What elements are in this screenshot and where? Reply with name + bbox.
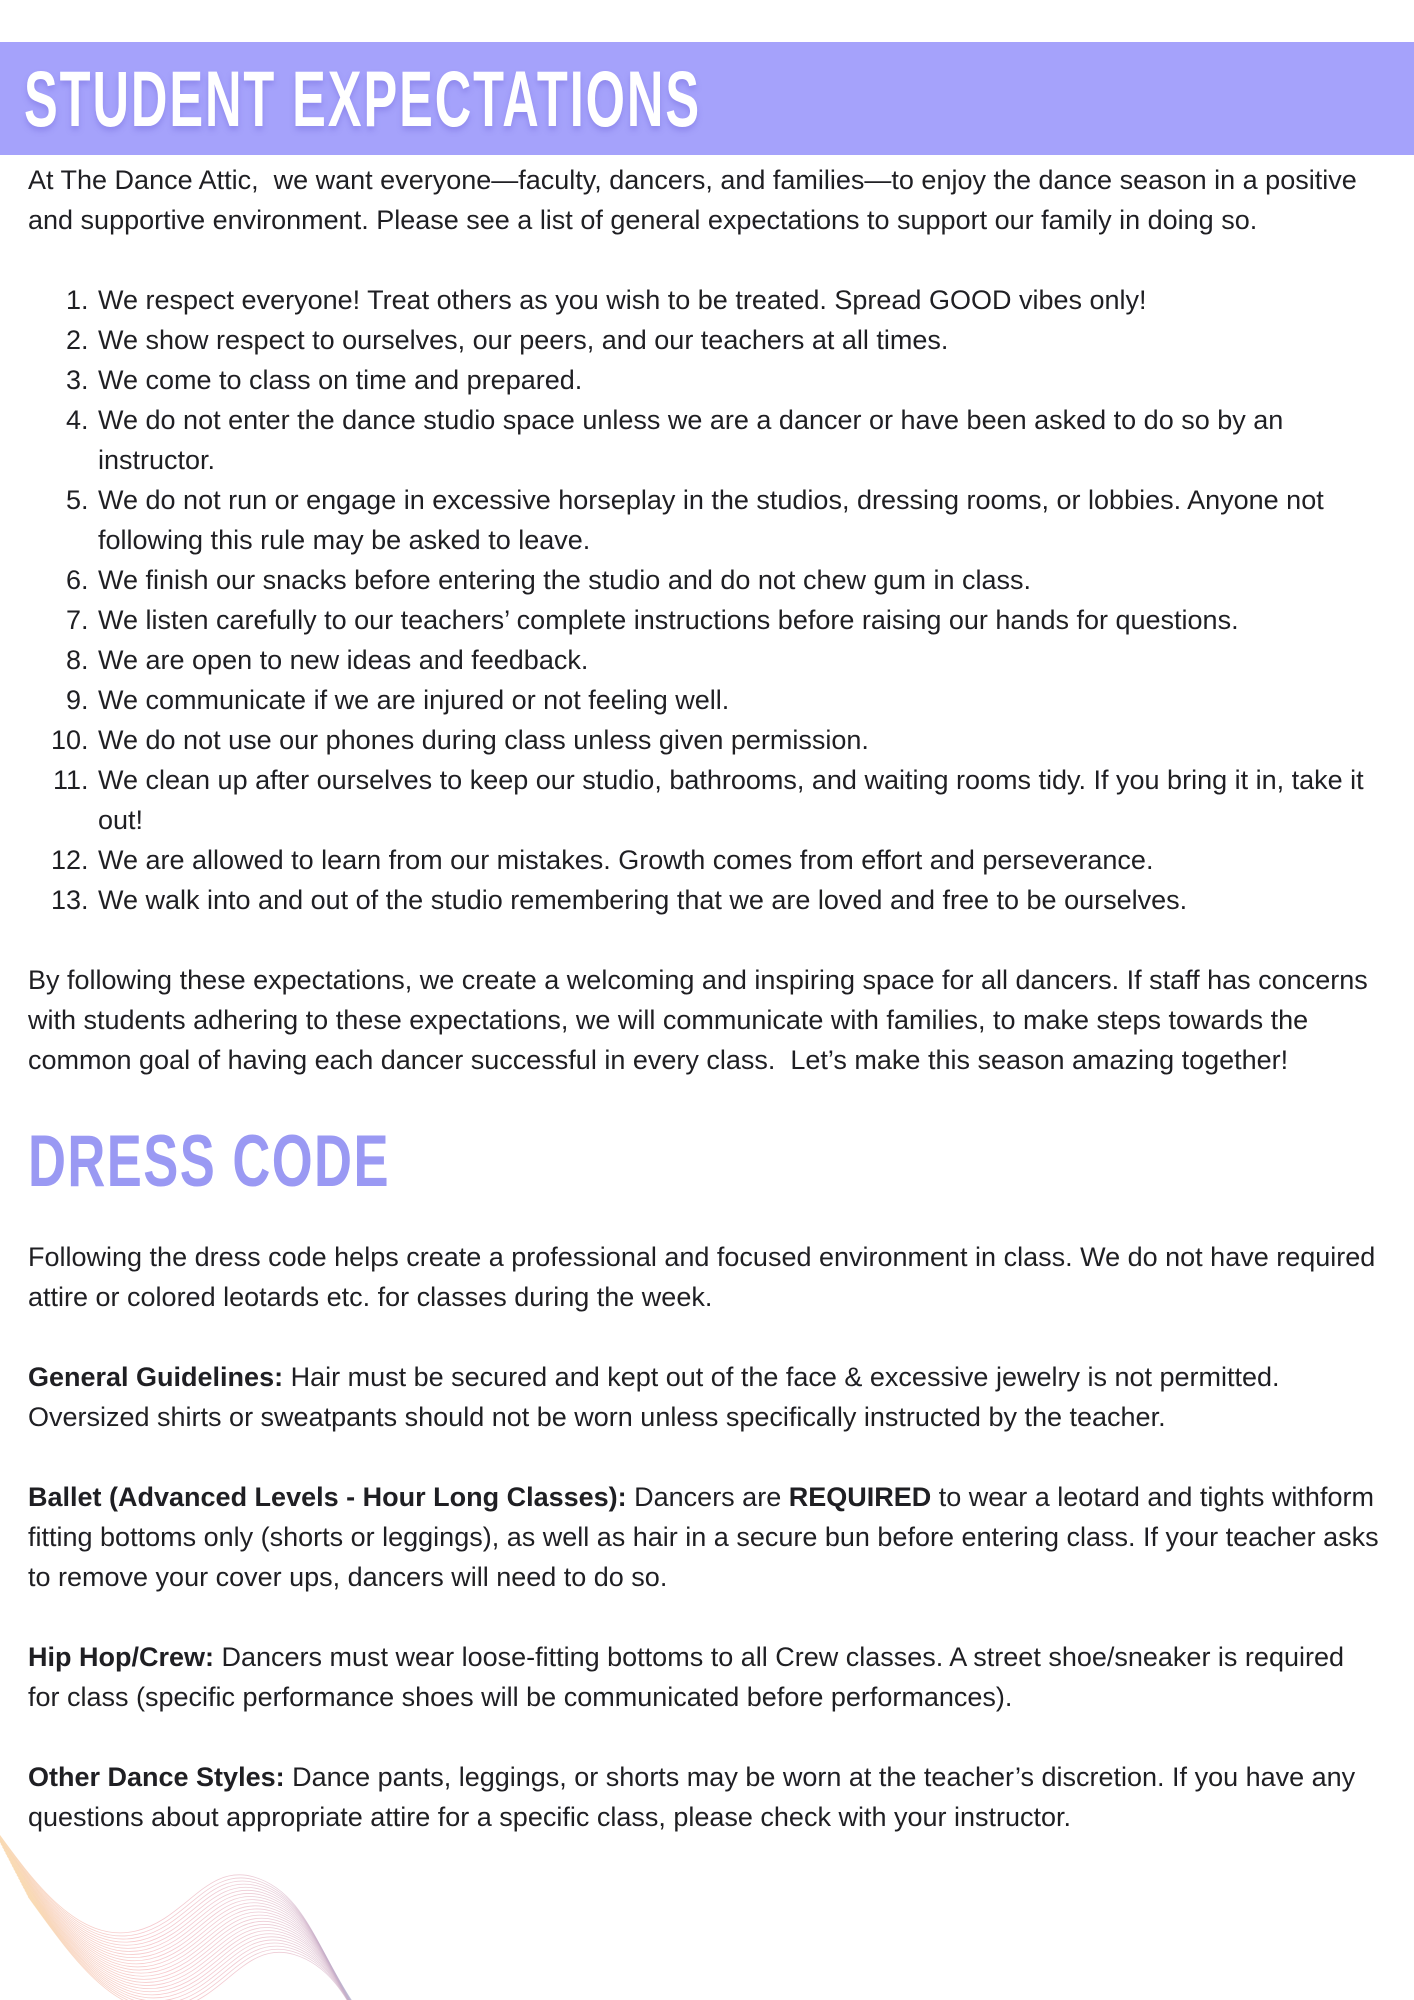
- section-label: Other Dance Styles:: [28, 1762, 285, 1792]
- section-text: to wear a leotard and tights withform fitting bottoms only (shorts or leggings), as well as hair in a secure bun before entering class. If your teacher asks to remove your cover ups, dancers will need to do so.: [28, 1482, 1387, 1592]
- dress-code-sections: [28, 1357, 1387, 1837]
- section-label: Hip Hop/Crew:: [28, 1642, 214, 1672]
- expectation-item: 9. We communicate if we are injured or not feeling well.: [96, 680, 1382, 720]
- expectation-item: 10. We do not use our phones during class unless given permission.: [96, 720, 1382, 760]
- wave-line: [9, 1859, 373, 2000]
- dress-code-section: [28, 1637, 1382, 1717]
- section-text: Hair must be secured and kept out of the face & excessive jewelry is not permitted. Oversized shirts or sweatpants should not be worn unless specifically instructed by the teacher.: [28, 1362, 1288, 1432]
- wave-line: [20, 1881, 384, 2000]
- wave-line: [26, 1893, 390, 2000]
- wave-line: [18, 1878, 382, 2000]
- expectation-item: 5. We do not run or engage in excessive horseplay in the studios, dressing rooms, or lobbies. Anyone not following this rule may be asked to leave.: [96, 480, 1382, 560]
- section-label: Ballet (Advanced Levels - Hour Long Classes):: [28, 1482, 627, 1512]
- section-text: Dance pants, leggings, or shorts may be worn at the teacher’s discretion. If you have any questions about appropriate attire for a specific class, please check with your instructor.: [28, 1762, 1363, 1832]
- dress-code-intro-paragraph: Following the dress code helps create a professional and focused environment in class. We do not have required attire or colored leotards etc. for classes during the week.: [28, 1242, 1383, 1312]
- expectation-item: 3. We come to class on time and prepared.: [96, 360, 1382, 400]
- closing-paragraph: By following these expectations, we create a welcoming and inspiring space for all dancers. If staff has concerns with students adhering to these expectations, we will communicate with families, to make steps towards the common goal of having each dancer successful in every class. Let’s make this season amazing together!: [28, 965, 1376, 1075]
- wave-line: [7, 1856, 371, 2000]
- dress-code-section: [28, 1477, 1387, 1597]
- dress-code-section: [28, 1357, 1382, 1437]
- wave-line: [14, 1869, 378, 2000]
- page-title: STUDENT EXPECTATIONS: [24, 53, 701, 143]
- expectation-item: 11. We clean up after ourselves to keep our studio, bathrooms, and waiting rooms tidy. If you bring it in, take it out!: [96, 760, 1382, 840]
- dress-code-heading: DRESS CODE: [28, 1121, 390, 1202]
- expectation-item: 6. We finish our snacks before entering the studio and do not chew gum in class.: [96, 560, 1382, 600]
- expectation-item: 4. We do not enter the dance studio space unless we are a dancer or have been asked to do so by an instructor.: [96, 400, 1382, 480]
- expectation-item: 2. We show respect to ourselves, our peers, and our teachers at all times.: [96, 320, 1382, 360]
- expectation-item: 8. We are open to new ideas and feedback.: [96, 640, 1382, 680]
- intro-paragraph: At The Dance Attic, we want everyone—faculty, dancers, and families—to enjoy the dance season in a positive and supportive environment. Please see a list of general expectations to support our family in doing so.: [28, 165, 1365, 235]
- expectation-item: 1. We respect everyone! Treat others as you wish to be treated. Spread GOOD vibes only!: [96, 280, 1382, 320]
- expectation-item: 7. We listen carefully to our teachers’ complete instructions before raising our hands for questions.: [96, 600, 1382, 640]
- wave-line: [25, 1890, 389, 2000]
- wave-line: [10, 1862, 374, 2000]
- section-label: REQUIRED: [788, 1482, 932, 1512]
- wave-line: [12, 1866, 376, 2000]
- wave-line: [23, 1887, 387, 2000]
- expectation-item: 12. We are allowed to learn from our mistakes. Growth comes from effort and perseverance.: [96, 840, 1382, 880]
- section-text: Dancers are: [626, 1482, 789, 1512]
- expectations-list: [28, 280, 1382, 920]
- expectation-item: 13. We walk into and out of the studio remembering that we are loved and free to be ourselves.: [96, 880, 1382, 920]
- wave-line: [28, 1897, 392, 2000]
- wave-line: [15, 1872, 379, 2000]
- section-label: General Guidelines:: [28, 1362, 284, 1392]
- wave-line: [17, 1875, 381, 2000]
- header-banner: [0, 42, 1414, 155]
- dress-code-section: [28, 1757, 1382, 1837]
- content-area: [28, 160, 1387, 1877]
- section-text: Dancers must wear loose-fitting bottoms to all Crew classes. A street shoe/sneaker is required for class (specific performance shoes will be communicated before performances).: [28, 1642, 1352, 1712]
- wave-line: [22, 1884, 386, 2000]
